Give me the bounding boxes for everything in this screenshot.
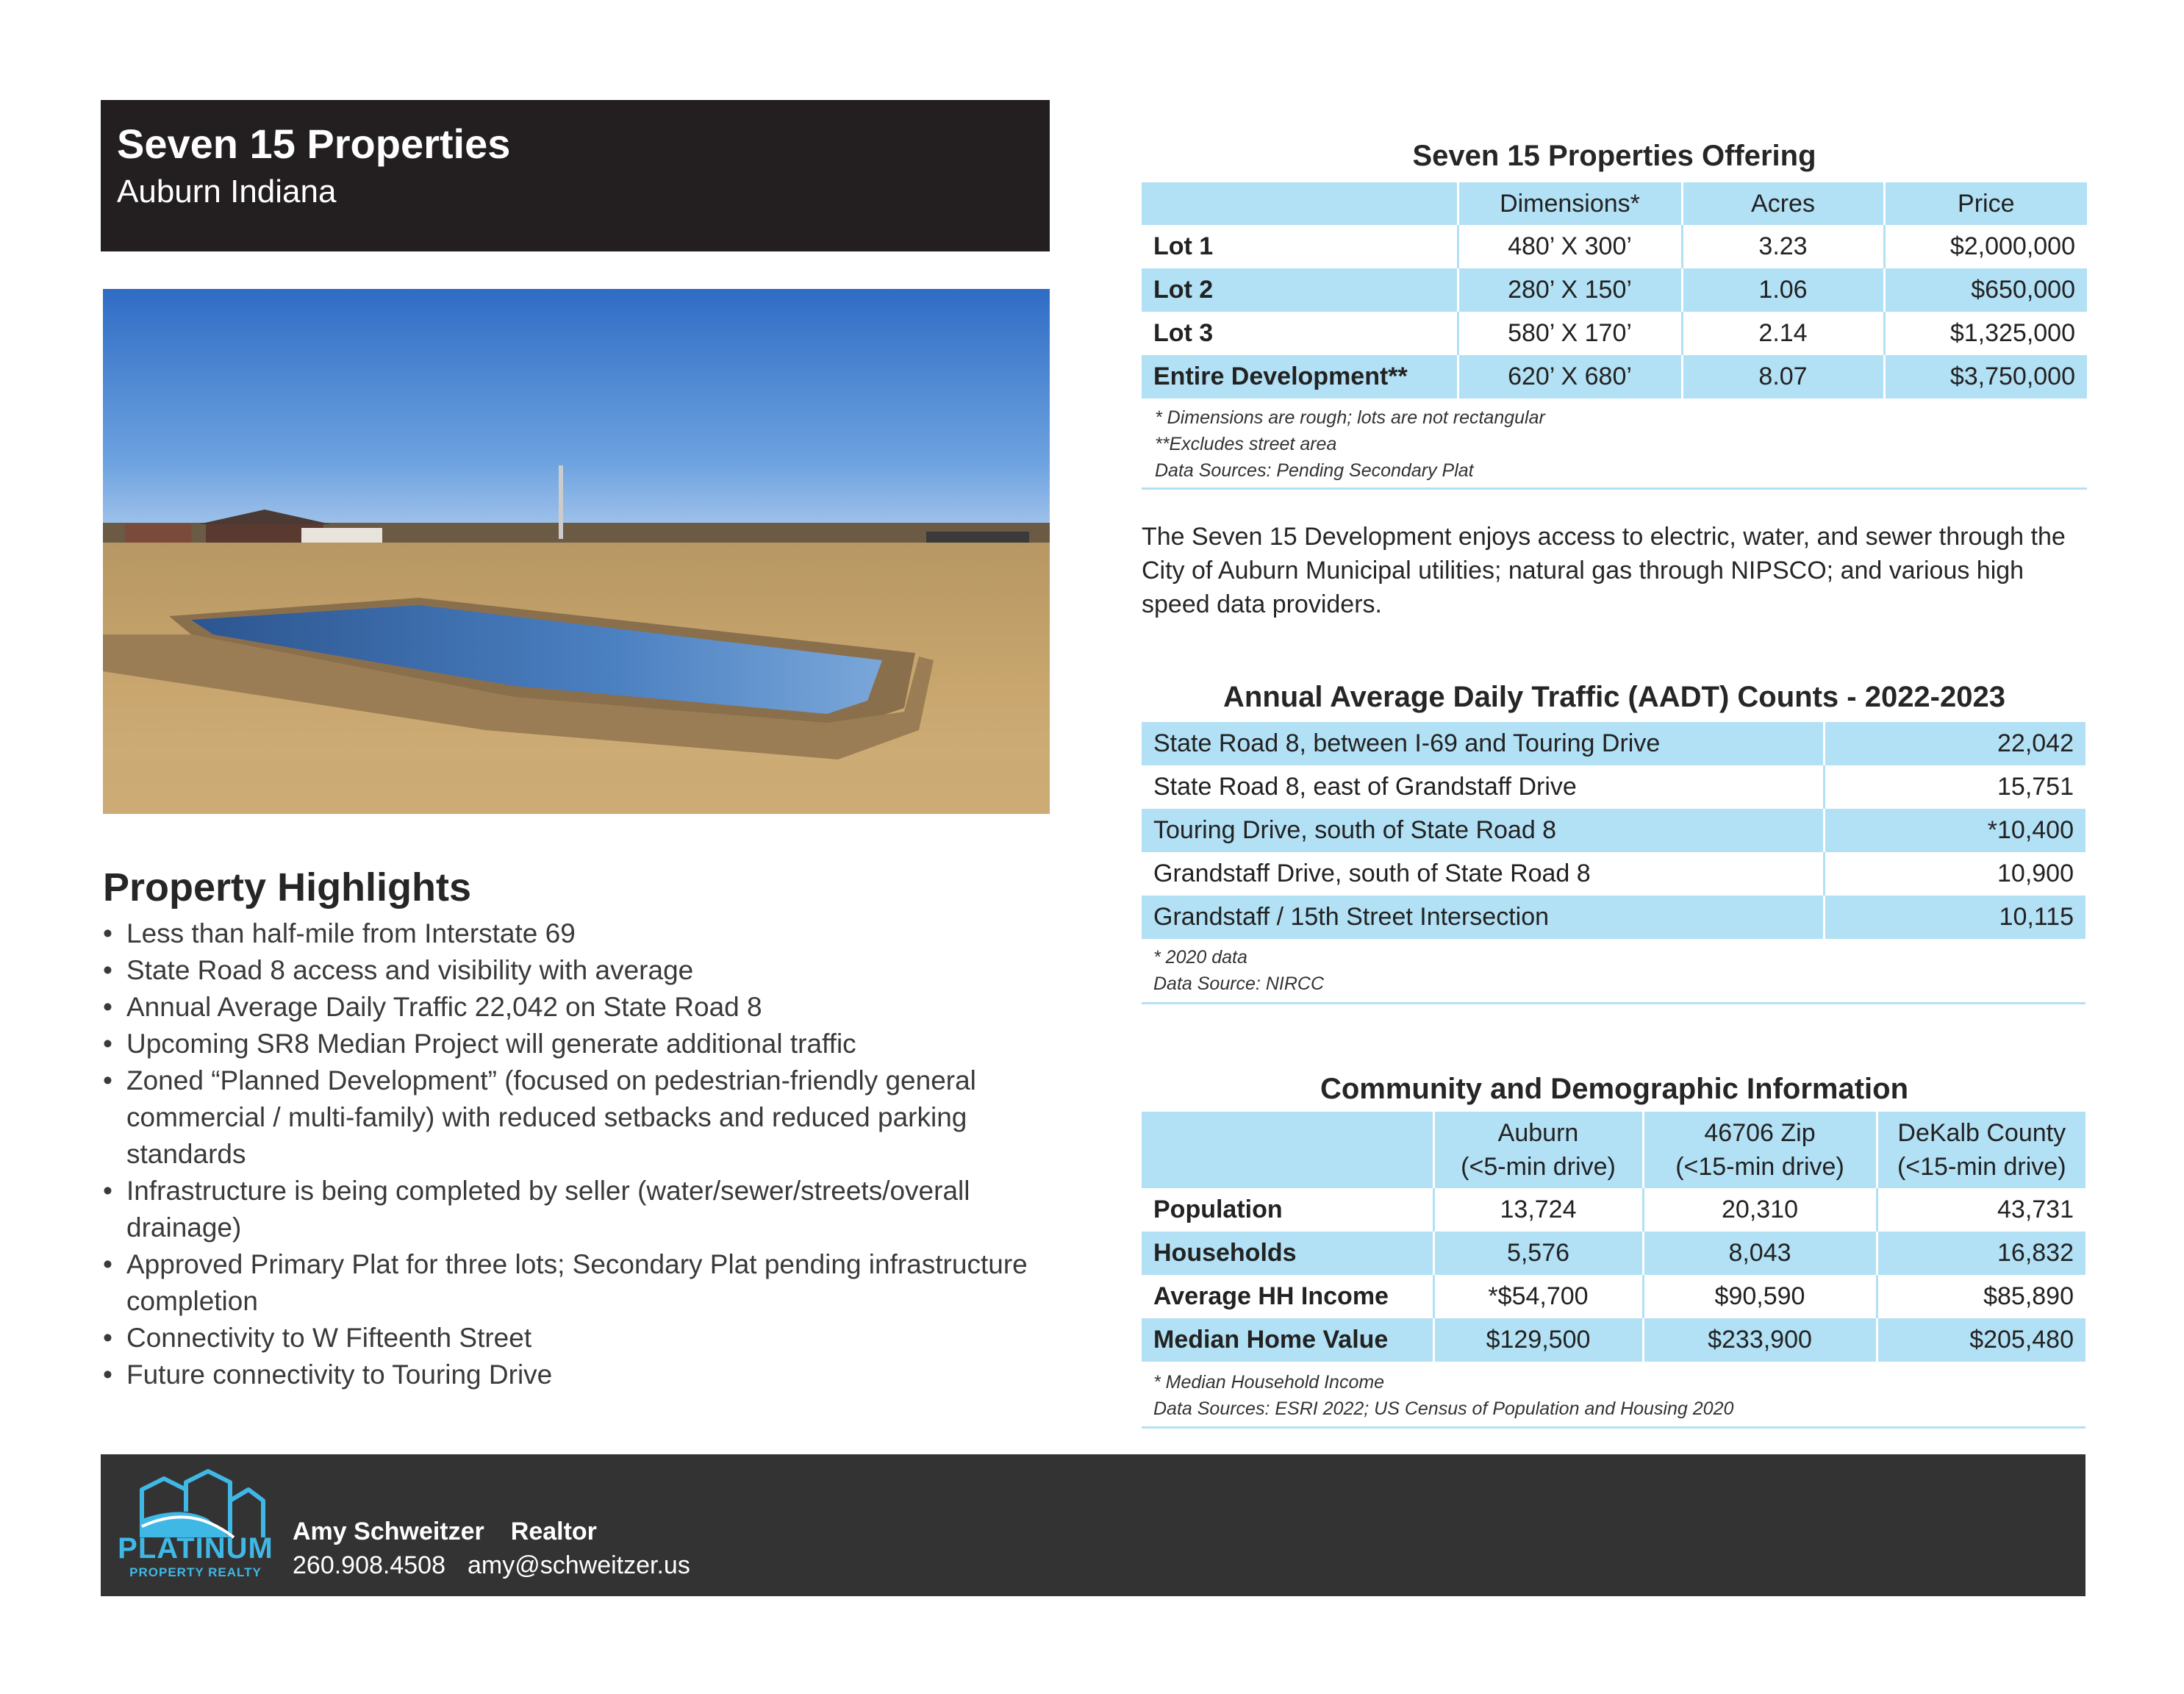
property-photo-image [103, 289, 1050, 814]
highlight-item: • Less than half-mile from Interstate 69 [103, 915, 1059, 952]
table-row [1142, 852, 2085, 896]
title-block [101, 100, 1050, 251]
offering-col-header: Acres [1682, 182, 1884, 225]
table-cell: 10,115 [1824, 896, 2085, 939]
divider [1142, 487, 2087, 490]
agent-phone[interactable]: 260.908.4508 [293, 1551, 445, 1579]
agent-role: Realtor [510, 1518, 597, 1545]
agent-info [293, 1515, 712, 1582]
table-row [1142, 268, 2087, 312]
demographics-title: Community and Demographic Information [1320, 1073, 1909, 1105]
demographics-note: * Median Household Income [1153, 1372, 1385, 1393]
table-cell: 280’ X 150’ [1458, 268, 1682, 312]
table-cell: 8,043 [1643, 1232, 1877, 1275]
offering-notes [1155, 404, 1545, 484]
offering-note: **Excludes street area [1155, 434, 1337, 454]
brand-name: PLATINUM [118, 1532, 273, 1565]
table-cell: 22,042 [1824, 722, 2085, 765]
table-cell: $85,890 [1877, 1275, 2085, 1318]
page-title: Seven 15 Properties [117, 121, 511, 167]
traffic-notes [1153, 944, 1324, 997]
demographics-table [1142, 1112, 2085, 1362]
offering-note: * Dimensions are rough; lots are not rectangular [1155, 407, 1545, 428]
table-row [1142, 1232, 2085, 1275]
demographics-col-header: 46706 Zip (<15-min drive) [1643, 1112, 1877, 1188]
traffic-title: Annual Average Daily Traffic (AADT) Counts - 2022-2023 [1223, 681, 2005, 713]
table-cell: 1.06 [1682, 268, 1884, 312]
highlight-item: • Upcoming SR8 Median Project will generate additional traffic [103, 1026, 1059, 1062]
highlight-item: • Connectivity to W Fifteenth Street [103, 1320, 1059, 1357]
table-cell: *$54,700 [1433, 1275, 1643, 1318]
table-row [1142, 809, 2085, 852]
traffic-note: * 2020 data [1153, 947, 1247, 968]
demographics-col-header [1142, 1112, 1433, 1188]
table-cell: Lot 2 [1142, 268, 1458, 312]
table-row [1142, 722, 2085, 765]
table-cell: *10,400 [1824, 809, 2085, 852]
table-cell: $233,900 [1643, 1318, 1877, 1362]
table-cell: Median Home Value [1142, 1318, 1433, 1362]
highlight-item: • State Road 8 access and visibility with average [103, 952, 1059, 989]
demographics-note: Data Sources: ESRI 2022; US Census of Population and Housing 2020 [1153, 1398, 1734, 1419]
offering-table [1142, 182, 2087, 399]
offering-col-header: Price [1884, 182, 2087, 225]
table-cell: $205,480 [1877, 1318, 2085, 1362]
table-row [1142, 1188, 2085, 1232]
table-cell: 13,724 [1433, 1188, 1643, 1232]
table-cell: Touring Drive, south of State Road 8 [1142, 809, 1824, 852]
table-cell: Lot 1 [1142, 225, 1458, 268]
table-cell: Entire Development** [1142, 355, 1458, 399]
table-cell: 16,832 [1877, 1232, 2085, 1275]
highlights-title: Property Highlights [103, 865, 472, 909]
table-cell: 20,310 [1643, 1188, 1877, 1232]
table-cell: $1,325,000 [1884, 312, 2087, 355]
table-cell: State Road 8, between I-69 and Touring Drive [1142, 722, 1824, 765]
property-photo [103, 289, 1050, 814]
table-row [1142, 312, 2087, 355]
table-cell: Households [1142, 1232, 1433, 1275]
page-subtitle: Auburn Indiana [117, 174, 337, 210]
offering-header-row [1142, 182, 2087, 225]
table-row [1142, 225, 2087, 268]
demographics-col-header: DeKalb County (<15-min drive) [1877, 1112, 2085, 1188]
table-cell: Average HH Income [1142, 1275, 1433, 1318]
offering-col-header: Dimensions* [1458, 182, 1682, 225]
table-cell: $3,750,000 [1884, 355, 2087, 399]
agent-email[interactable]: amy@schweitzer.us [467, 1551, 690, 1579]
demographics-col-header: Auburn (<5-min drive) [1433, 1112, 1643, 1188]
table-cell: $90,590 [1643, 1275, 1877, 1318]
divider [1142, 1002, 2085, 1004]
demographics-notes [1153, 1369, 1733, 1422]
table-cell: 480’ X 300’ [1458, 225, 1682, 268]
agent-name: Amy Schweitzer [293, 1518, 484, 1545]
table-cell: 3.23 [1682, 225, 1884, 268]
footer [101, 1454, 2085, 1596]
offering-col-header [1142, 182, 1458, 225]
table-cell: $2,000,000 [1884, 225, 2087, 268]
table-cell: Grandstaff Drive, south of State Road 8 [1142, 852, 1824, 896]
table-cell: 620’ X 680’ [1458, 355, 1682, 399]
buildings-logo-icon [112, 1468, 274, 1541]
highlight-item: • Approved Primary Plat for three lots; Secondary Plat pending infrastructure completion [103, 1246, 1059, 1320]
table-cell: State Road 8, east of Grandstaff Drive [1142, 765, 1824, 809]
table-cell: 5,576 [1433, 1232, 1643, 1275]
table-cell: $129,500 [1433, 1318, 1643, 1362]
utilities-paragraph: The Seven 15 Development enjoys access to electric, water, and sewer through the City of Auburn Municipal utilities; natural gas through NIPSCO; and various high speed data providers. [1142, 523, 2066, 618]
highlight-item: • Infrastructure is being completed by seller (water/sewer/streets/overall drainage) [103, 1173, 1059, 1246]
table-cell: 2.14 [1682, 312, 1884, 355]
divider [1142, 1426, 2085, 1429]
traffic-table [1142, 722, 2085, 939]
table-cell: Lot 3 [1142, 312, 1458, 355]
table-row [1142, 765, 2085, 809]
brand-logo [111, 1532, 280, 1580]
table-cell: Population [1142, 1188, 1433, 1232]
table-cell: 8.07 [1682, 355, 1884, 399]
table-cell: Grandstaff / 15th Street Intersection [1142, 896, 1824, 939]
table-cell: 580’ X 170’ [1458, 312, 1682, 355]
table-cell: 15,751 [1824, 765, 2085, 809]
table-row [1142, 1318, 2085, 1362]
table-row [1142, 1275, 2085, 1318]
highlight-item: • Zoned “Planned Development” (focused on pedestrian-friendly general commercial / multi-family) with reduced setbacks and reduced parking standards [103, 1062, 1059, 1173]
brand-subtitle: PROPERTY REALTY [129, 1565, 262, 1579]
highlights-list [103, 915, 1059, 1393]
table-row [1142, 355, 2087, 399]
traffic-note: Data Source: NIRCC [1153, 973, 1325, 994]
table-cell: 43,731 [1877, 1188, 2085, 1232]
offering-note: Data Sources: Pending Secondary Plat [1155, 460, 1474, 481]
offering-title: Seven 15 Properties Offering [1412, 140, 1816, 172]
table-cell: $650,000 [1884, 268, 2087, 312]
highlight-item: • Annual Average Daily Traffic 22,042 on State Road 8 [103, 989, 1059, 1026]
table-cell: 10,900 [1824, 852, 2085, 896]
highlight-item: • Future connectivity to Touring Drive [103, 1357, 1059, 1393]
demographics-header-row [1142, 1112, 2085, 1188]
table-row [1142, 896, 2085, 939]
